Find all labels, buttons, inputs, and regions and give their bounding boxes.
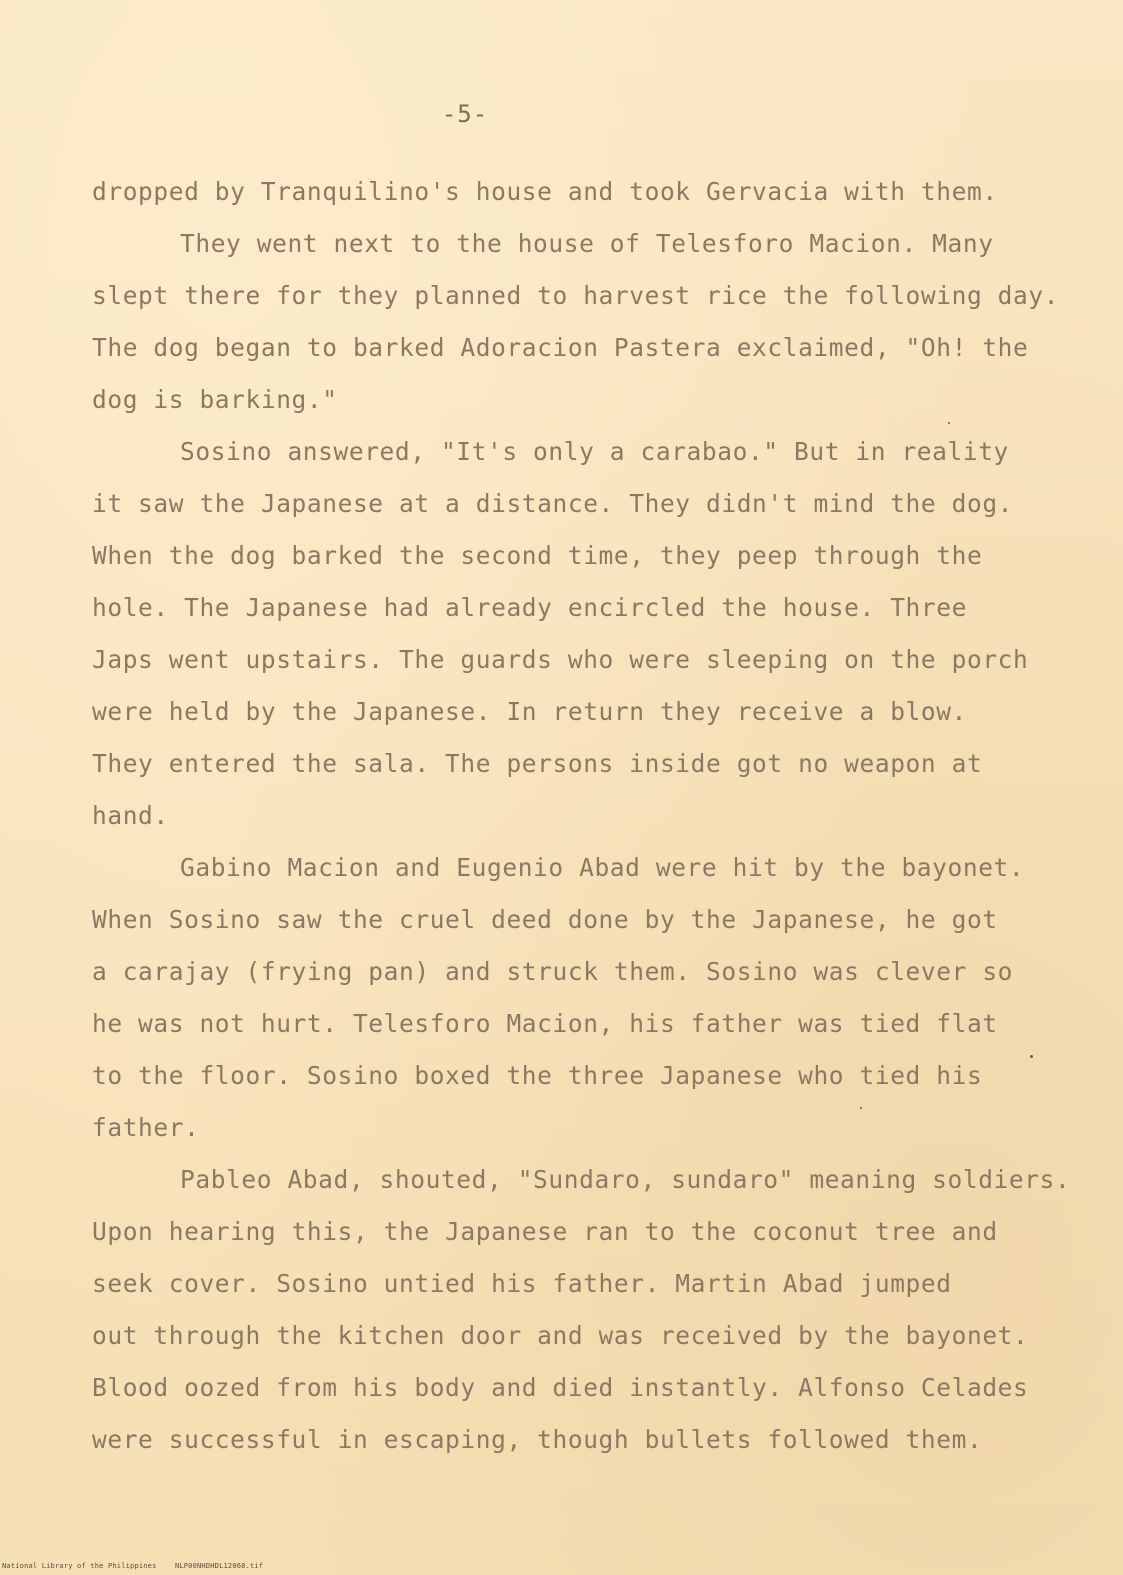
text-line: Pableo Abad, shouted, "Sundaro, sundaro" meaning soldiers. [180,1165,1071,1194]
text-line: Gabino Macion and Eugenio Abad were hit by the bayonet. [180,853,1025,882]
paper-speck [948,422,950,424]
text-line: Sosino answered, "It's only a carabao." But in reality [180,437,1009,466]
text-line: father. [92,1113,200,1142]
text-line: were successful in escaping, though bullets followed them. [92,1425,983,1454]
text-line: Blood oozed from his body and died instantly. Alfonso Celades [92,1373,1029,1402]
text-line: They entered the sala. The persons inside got no weapon at [92,749,983,778]
text-line: They went next to the house of Telesforo Macion. Many [180,229,994,258]
text-line: a carajay (frying pan) and struck them. Sosino was clever so [92,957,1014,986]
text-line: Upon hearing this, the Japanese ran to the coconut tree and [92,1217,998,1246]
text-line: it saw the Japanese at a distance. They didn't mind the dog. [92,489,1014,518]
text-line: When the dog barked the second time, they peep through the [92,541,983,570]
text-line: were held by the Japanese. In return they receive a blow. [92,697,967,726]
text-line: hand. [92,801,169,830]
text-line: he was not hurt. Telesforo Macion, his father was tied flat [92,1009,998,1038]
footer-file-id: NLP00NHDHDL12068.tif [174,1562,264,1570]
text-line: to the floor. Sosino boxed the three Japanese who tied his [92,1061,983,1090]
text-line: Japs went upstairs. The guards who were sleeping on the porch [92,645,1029,674]
text-line: dropped by Tranquilino's house and took Gervacia with them. [92,177,998,206]
text-line: When Sosino saw the cruel deed done by the Japanese, he got [92,905,998,934]
page-number: -5- [441,100,489,128]
scan-footer [2,1562,277,1570]
text-line: seek cover. Sosino untied his father. Martin Abad jumped [92,1269,952,1298]
text-line: The dog began to barked Adoracion Pastera exclaimed, "Oh! the [92,333,1029,362]
text-line: out through the kitchen door and was received by the bayonet. [92,1321,1029,1350]
text-line: dog is barking." [92,385,338,414]
paper-speck [1030,1055,1033,1058]
footer-library: National Library of the Philippines [2,1562,157,1570]
text-line: hole. The Japanese had already encircled the house. Three [92,593,967,622]
paper-speck [860,1107,862,1109]
text-line: slept there for they planned to harvest rice the following day. [92,281,1060,310]
